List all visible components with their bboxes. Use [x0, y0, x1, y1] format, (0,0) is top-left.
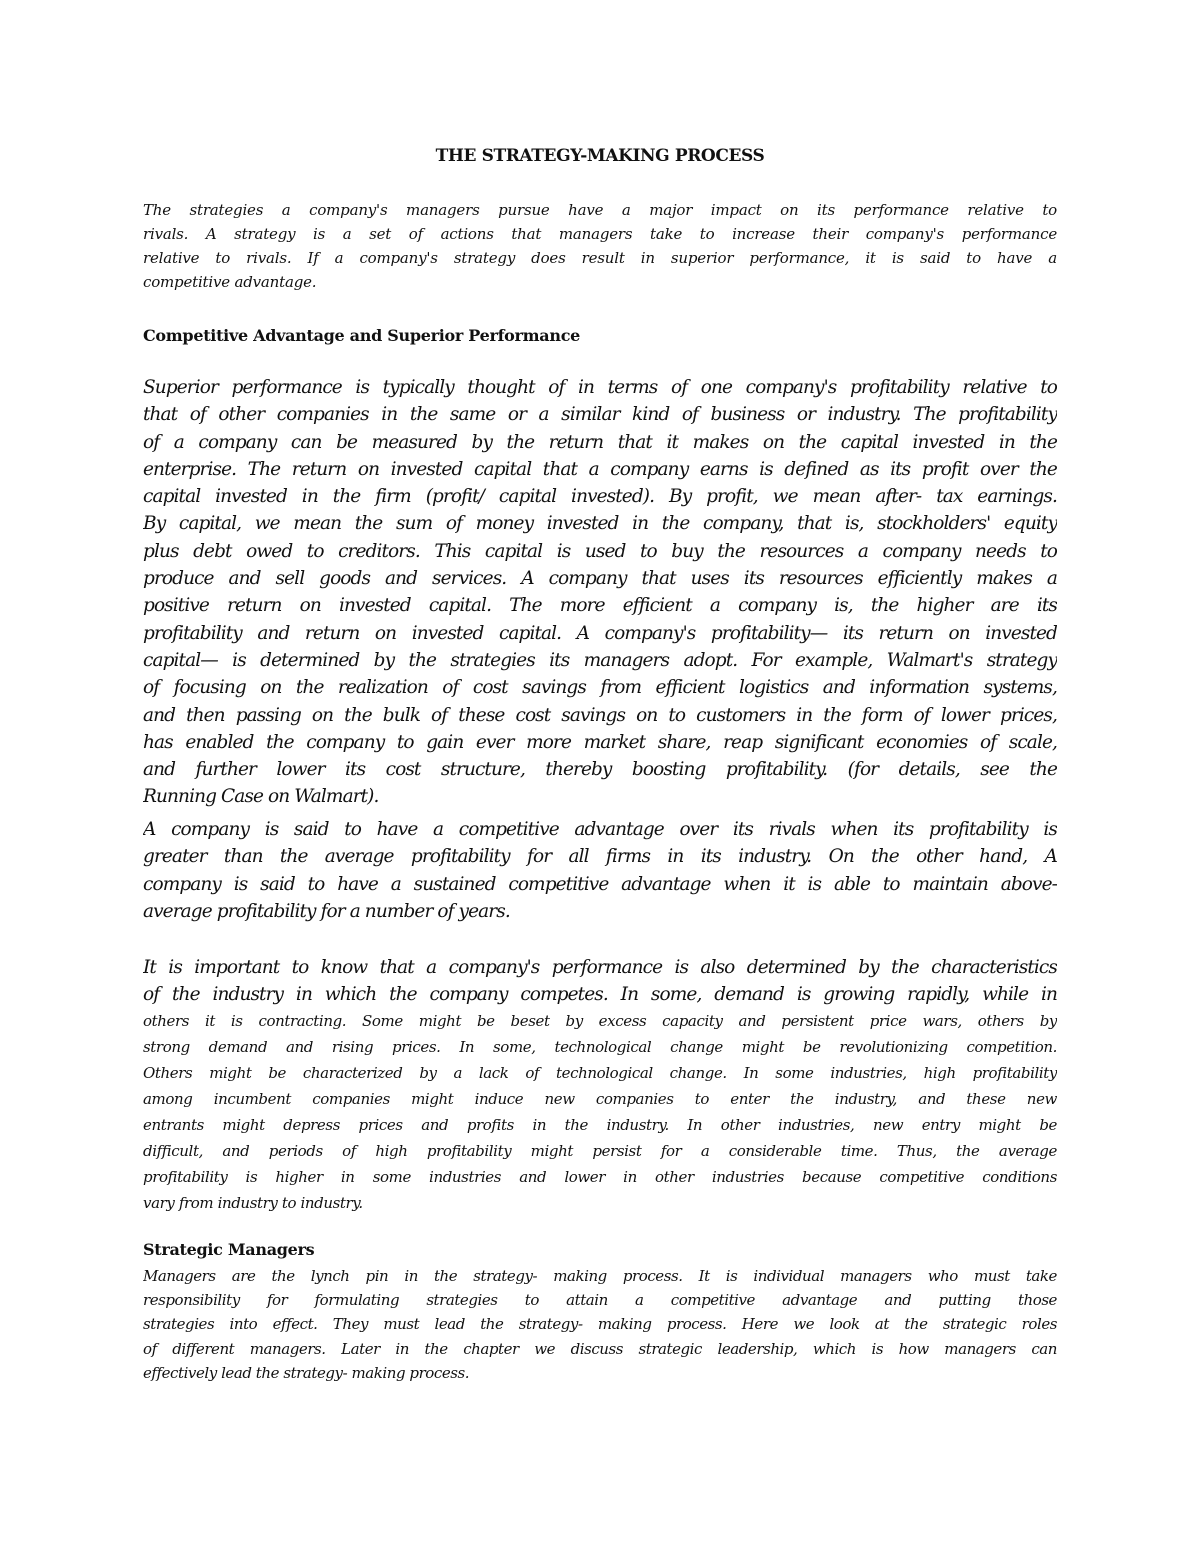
competitive-advantage-definition-paragraph	[143, 816, 1057, 925]
text-line: relative to rivals. If a company's strategy does result in superior performance, it is said to have a	[143, 249, 1057, 267]
text-line: positive return on invested capital. The more efficient a company is, the higher are its	[143, 595, 1057, 617]
text-line: Others might be characterized by a lack of technological change. In some industries, high profitability	[143, 1064, 1057, 1082]
text-line: and further lower its cost structure, thereby boosting profitability. (for details, see the	[143, 759, 1057, 781]
text-line: capital— is determined by the strategies its managers adopt. For example, Walmart's strategy	[143, 649, 1057, 671]
text-line: has enabled the company to gain ever more market share, reap significant economies of scale,	[143, 731, 1057, 753]
text-line: It is important to know that a company's performance is also determined by the characteristics	[143, 957, 1057, 978]
text-line: of a company can be measured by the return that it makes on the capital invested in the	[143, 431, 1057, 453]
strategic-managers-paragraph	[143, 1264, 1057, 1385]
text-line: others it is contracting. Some might be beset by excess capacity and persistent price wars, others by	[143, 1012, 1057, 1030]
text-line: effectively lead the strategy- making process.	[143, 1363, 470, 1382]
text-line: competitive advantage.	[143, 273, 317, 291]
section-heading-strategic-managers: Strategic Managers	[143, 1240, 315, 1259]
text-line: greater than the average profitability for all firms in its industry. On the other hand, A	[143, 846, 1057, 868]
text-line: strong demand and rising prices. In some, technological change might be revolutionizing competition.	[143, 1038, 1057, 1056]
text-line: vary from industry to industry.	[143, 1194, 363, 1212]
text-line: The strategies a company's managers pursue have a major impact on its performance relative to	[143, 201, 1057, 219]
intro-paragraph	[143, 198, 1057, 294]
document-title: THE STRATEGY-MAKING PROCESS	[435, 146, 765, 166]
superior-performance-paragraph	[143, 374, 1057, 811]
text-line: Managers are the lynch pin in the strategy- making process. It is individual managers who must take	[143, 1267, 1057, 1285]
text-line: strategies into effect. They must lead the strategy- making process. Here we look at the strategic roles	[143, 1315, 1057, 1334]
text-line: A company is said to have a competitive advantage over its rivals when its profitability is	[143, 819, 1057, 840]
text-line: Running Case on Walmart).	[143, 786, 379, 808]
text-line: company is said to have a sustained competitive advantage when it is able to maintain above-	[143, 873, 1057, 895]
industry-characteristics-paragraph	[143, 955, 1057, 1216]
text-line: among incumbent companies might induce new companies to enter the industry, and these new	[143, 1090, 1057, 1108]
text-line: By capital, we mean the sum of money invested in the company, that is, stockholders' equity	[143, 513, 1057, 535]
text-line: difficult, and periods of high profitability might persist for a considerable time. Thus, the average	[143, 1142, 1057, 1160]
section-heading-competitive-advantage: Competitive Advantage and Superior Performance	[143, 326, 581, 345]
text-line: profitability and return on invested capital. A company's profitability— its return on invested	[143, 622, 1057, 644]
text-line: average profitability for a number of years.	[143, 900, 510, 922]
text-line: of the industry in which the company competes. In some, demand is growing rapidly, while in	[143, 983, 1057, 1005]
text-line: enterprise. The return on invested capital that a company earns is defined as its profit over the	[143, 458, 1057, 480]
text-line: capital invested in the firm (profit/ capital invested). By profit, we mean after- tax earnings.	[143, 486, 1057, 508]
text-line: produce and sell goods and services. A company that uses its resources efficiently makes a	[143, 568, 1057, 590]
text-line: profitability is higher in some industries and lower in other industries because competitive conditions	[143, 1168, 1057, 1186]
text-line: that of other companies in the same or a similar kind of business or industry. The profitability	[143, 404, 1057, 426]
text-line: entrants might depress prices and profits in the industry. In other industries, new entry might be	[143, 1116, 1057, 1134]
text-line: of different managers. Later in the chapter we discuss strategic leadership, which is how managers can	[143, 1339, 1057, 1358]
text-line: rivals. A strategy is a set of actions that managers take to increase their company's performance	[143, 225, 1057, 243]
text-line: Superior performance is typically thought of in terms of one company's profitability relative to	[143, 377, 1057, 398]
text-line: of focusing on the realization of cost savings from efficient logistics and information systems,	[143, 677, 1057, 699]
text-line: plus debt owed to creditors. This capital is used to buy the resources a company needs to	[143, 540, 1057, 562]
text-line: and then passing on the bulk of these cost savings on to customers in the form of lower prices,	[143, 704, 1057, 726]
text-line: responsibility for formulating strategies to attain a competitive advantage and putting those	[143, 1291, 1057, 1310]
